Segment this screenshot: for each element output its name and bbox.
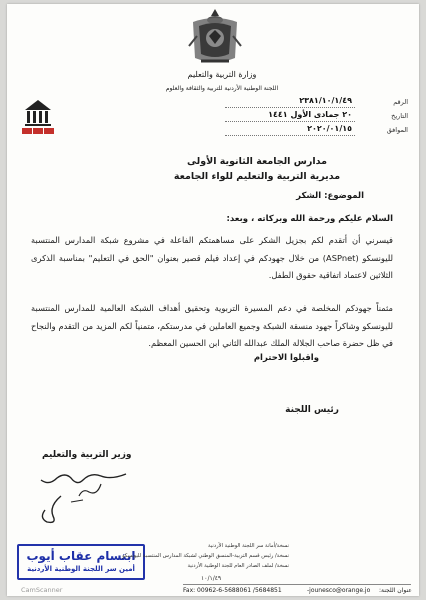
corresponding-label: الموافق: [386, 126, 408, 134]
reference-rule: [225, 107, 355, 108]
body-paragraph-1: فيسرني أن أتقدم لكم بجزيل الشكر على مساهمتكم الفاعلة في مشروع شبكة المدارس المنتسبة لليونسكو (ASPnet) من خلال جهودكم في إعداد فيلم قصير بعنوان "الحق في التعليم" بمناسبة الذكرى الثلاثين لاعتماد اتفاقية حقوق الطفل.: [31, 235, 393, 280]
stamp-title: أمين سر اللجنة الوطنية الأردنية: [27, 565, 135, 573]
gregorian-rule: [225, 135, 355, 136]
greeting: السلام عليكم ورحمة الله وبركاته ، وبعد:: [226, 214, 393, 224]
reference-label: الرقم: [393, 98, 408, 106]
subject-line: الموضوع: الشكر: [296, 191, 364, 201]
footer-fax: Fax: 00962-6-5688061 /5684851: [183, 587, 282, 594]
copy-line-3: نسخة/ لملف الصادر العام للجنة الوطنية الأردنية: [187, 563, 289, 569]
body-paragraph-2: مثمناً جهودكم المخلصة في دعم المسيرة التربوية وتحقيق أهداف الشبكة العالمية للمدارس المنتسبة لليونسكو وشاكراً جهود منسقة الشبكة وجميع العاملين في مدرستكم، متمنياً لكم المزيد من التقدم والنجاح في ظل حضرة صاحب الجلالة الملك عبدالله الثاني ابن الحسين المعظم.: [31, 303, 393, 348]
date-rule: [225, 121, 355, 122]
copy-line-1: نسخة/أمانة سر اللجنة الوطنية الأردنية: [208, 543, 289, 549]
copy-line-2: نسخة/ رئيس قسم التربية-المنسق الوطني لشبكة المدارس المنتسبة لليونسكو: [122, 553, 289, 559]
footer-email: -jounesco@orange.jo: [307, 587, 371, 594]
reference-number: ٢٣٨١/١٠/١/٤٩: [299, 96, 352, 105]
footer-email-label: عنوان اللجنة:: [379, 587, 412, 594]
official-stamp: [17, 544, 145, 580]
unesco-logo-icon: [19, 96, 57, 136]
addressee-directorate: مديرية التربية والتعليم للواء الجامعة: [173, 171, 341, 182]
chair-title: رئيس اللجنة: [285, 405, 339, 415]
hijri-date: ٢٠ جمادى الأول ١٤٤١: [268, 110, 352, 119]
handwritten-signature-icon: [31, 466, 141, 526]
date-label: التاريخ: [391, 112, 408, 120]
commission-name: اللجنة الوطنية الأردنية للتربية والثقافة والعلوم: [165, 85, 279, 92]
jordan-coat-of-arms-icon: [185, 6, 245, 68]
minister-title: وزير التربية والتعليم: [42, 450, 132, 460]
copy-date: ١٠/١/٤٩: [201, 575, 222, 582]
footer-divider: [183, 584, 411, 585]
addressee-school: مدارس الجامعة الثانوية الأولى: [187, 156, 327, 167]
stamp-name: ابتسام عقاب أيوب: [26, 549, 136, 563]
letter-page: [7, 4, 419, 596]
ministry-name: وزارة التربية والتعليم: [187, 70, 257, 79]
scanner-watermark: CamScanner: [21, 586, 63, 594]
closing-phrase: واقبلوا الاحترام: [253, 353, 319, 363]
gregorian-date: ٢٠٢٠/٠١/١٥: [307, 124, 352, 133]
